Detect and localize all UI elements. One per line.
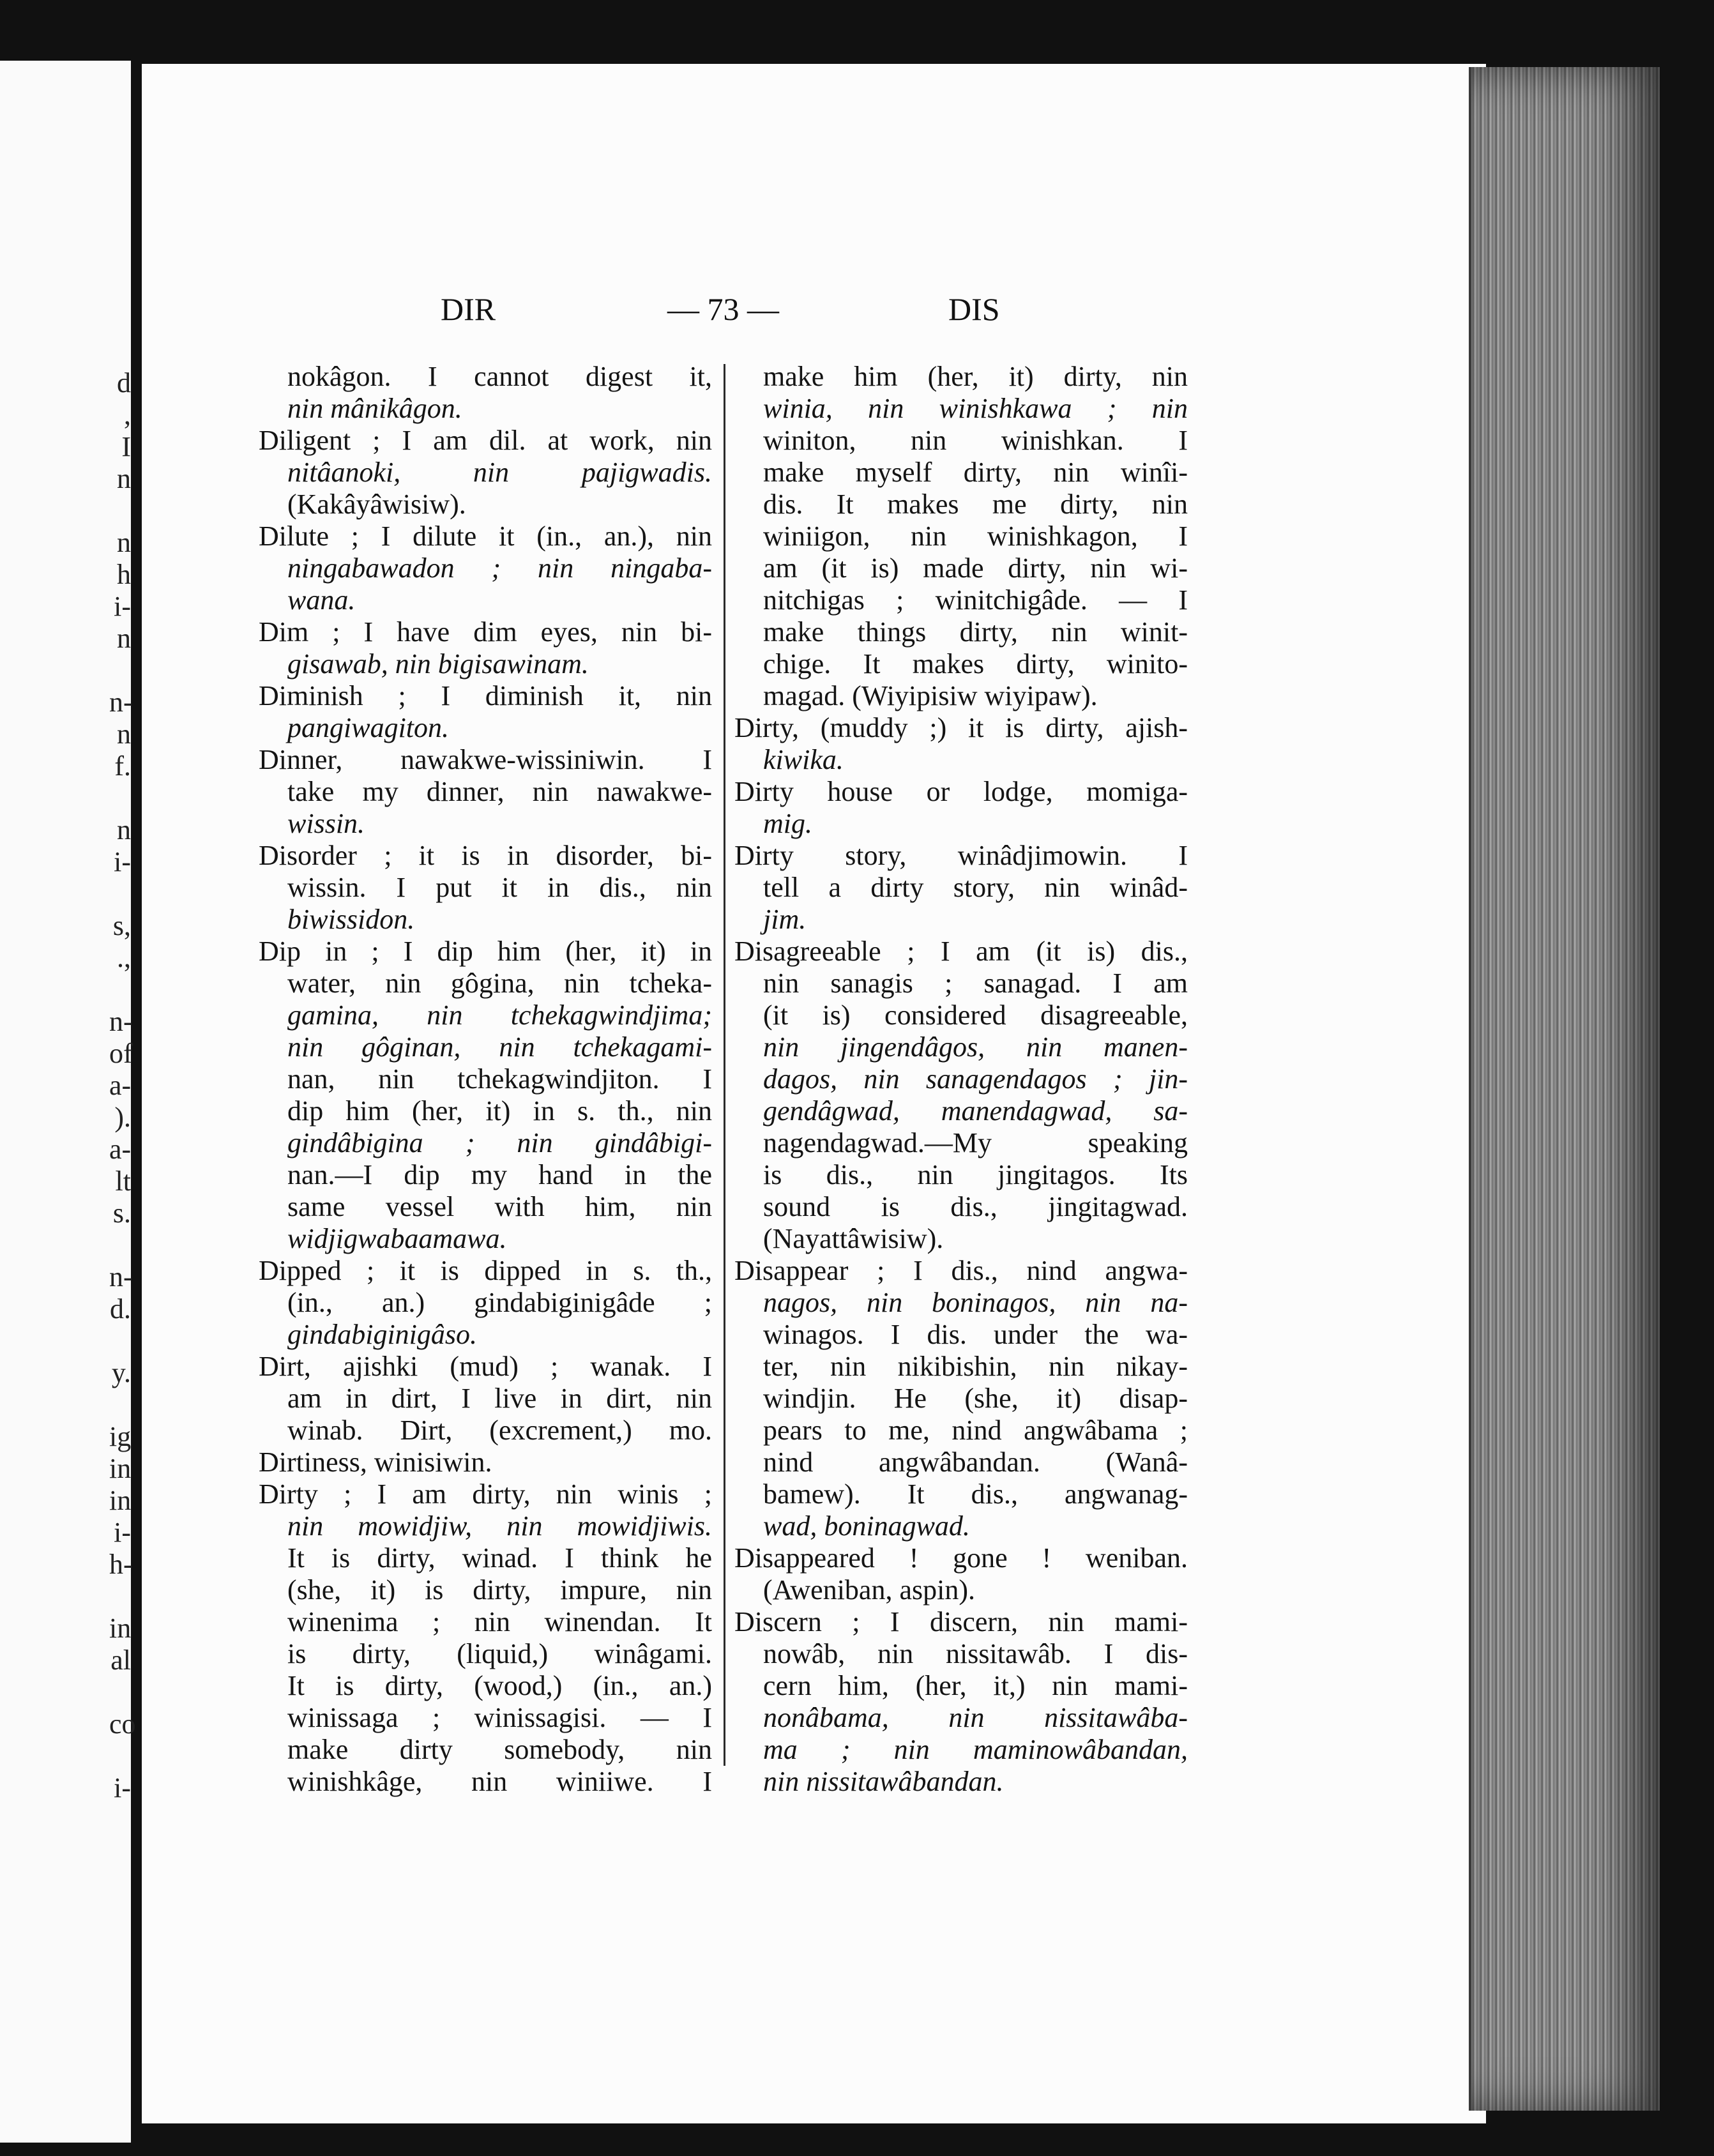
entry-line: (Nayattâwisiw).	[763, 1223, 944, 1254]
margin-fragment	[109, 974, 131, 1006]
entry-line: (she, it) is dirty, impure, nin	[287, 1574, 712, 1606]
margin-fragment: h	[117, 559, 131, 590]
entry-line: widjigwabaamawa.	[287, 1223, 507, 1254]
margin-fragment: i-	[114, 591, 131, 622]
entry-line: magad. (Wiyipisiw wiyipaw).	[763, 680, 1098, 711]
entry-headword-line: Diligent ; I am dil. at work, nin	[259, 425, 712, 456]
entry-line: bamew). It dis., angwanag-	[763, 1478, 1188, 1510]
entry-line: gisawab, nin bigisawinam.	[287, 648, 589, 679]
entry-line: nin mowidjiw, nin mowidjiwis.	[287, 1510, 712, 1542]
entry-line: It is dirty, (wood,) (in., an.)	[287, 1670, 712, 1701]
entry-line: sound is dis., jingitagwad.	[763, 1191, 1188, 1222]
entry-line: cern him, (her, it,) nin mami-	[763, 1670, 1188, 1701]
margin-fragment: n	[117, 527, 131, 558]
entry-line: gindabiginigâso.	[287, 1319, 478, 1350]
entry-line: (Aweniban, aspin).	[763, 1574, 975, 1606]
entry-headword-line: Diminish ; I diminish it, nin	[259, 680, 712, 711]
margin-fragment: h-	[109, 1549, 133, 1580]
left-page-fragments	[109, 367, 136, 1804]
margin-fragment: co	[109, 1708, 136, 1740]
entry-line: wad, boninagwad.	[763, 1510, 970, 1542]
entry-line: biwissidon.	[287, 904, 415, 935]
margin-fragment	[109, 1229, 131, 1261]
margin-fragment	[109, 1581, 131, 1613]
entry-line: winenima ; nin winendan. It	[287, 1606, 712, 1637]
entry-line: nan, nin tchekagwindjiton. I	[287, 1063, 712, 1095]
entry-headword-line: Dim ; I have dim eyes, nin bi-	[259, 616, 712, 648]
entry-line: chige. It makes dirty, winito-	[763, 648, 1188, 679]
margin-fragment: s.	[112, 1197, 131, 1229]
entry-line: dis. It makes me dirty, nin	[763, 489, 1188, 520]
margin-fragment: n-	[109, 1006, 133, 1037]
entry-headword-line: Disappear ; I dis., nind angwa-	[734, 1255, 1188, 1286]
margin-fragment	[109, 1740, 131, 1772]
entry-line: ma ; nin maminowâbandan,	[763, 1734, 1188, 1765]
entry-line: mig.	[763, 808, 812, 839]
entry-line: (it is) considered disagreeable,	[763, 999, 1188, 1031]
entry-line: winiigon, nin winishkagon, I	[763, 520, 1188, 552]
entry-line: pangiwagiton.	[287, 712, 450, 743]
margin-fragment: a-	[109, 1134, 132, 1165]
left-page-edge	[0, 61, 136, 2143]
margin-fragment: of	[109, 1038, 133, 1069]
margin-fragment: ).	[114, 1102, 131, 1133]
margin-fragment: in	[109, 1453, 132, 1484]
entry-line: nin mânikâgon.	[287, 393, 462, 424]
entry-line: nin nissitawâbandan.	[763, 1766, 1004, 1797]
margin-fragment: y.	[111, 1357, 131, 1388]
entry-line: is dirty, (liquid,) winâgami.	[287, 1638, 712, 1669]
right-column-entries	[734, 361, 1188, 1798]
margin-fragment: i-	[114, 846, 131, 877]
entry-headword-line: Dirty ; I am dirty, nin winis ;	[259, 1478, 712, 1510]
entry-headword-line: Dirtiness, winisiwin.	[259, 1446, 492, 1478]
column-divider	[724, 364, 725, 1766]
entry-line: tell a dirty story, nin winâd-	[763, 872, 1188, 903]
entry-line: take my dinner, nin nawakwe-	[287, 776, 712, 807]
entry-line: gendâgwad, manendagwad, sa-	[763, 1095, 1188, 1127]
entry-line: nonâbama, nin nissitawâba-	[763, 1702, 1188, 1733]
entry-line: make dirty somebody, nin	[287, 1734, 712, 1765]
entry-headword-line: Dipped ; it is dipped in s. th.,	[259, 1255, 712, 1286]
entry-line: dip him (her, it) in s. th., nin	[287, 1095, 712, 1127]
entry-line: water, nin gôgina, nin tcheka-	[287, 968, 712, 999]
entry-headword-line: Disorder ; it is in disorder, bi-	[259, 840, 712, 871]
entry-line: winagos. I dis. under the wa-	[763, 1319, 1188, 1350]
entry-line: nokâgon. I cannot digest it,	[287, 361, 712, 392]
entry-headword-line: Disagreeable ; I am (it is) dis.,	[734, 936, 1188, 967]
entry-line: make myself dirty, nin winîi-	[763, 457, 1188, 488]
entry-line: nitchigas ; winitchigâde. — I	[763, 584, 1188, 616]
entry-line: am in dirt, I live in dirt, nin	[287, 1383, 712, 1414]
margin-fragment: d.	[110, 1293, 131, 1325]
margin-fragment: ,	[124, 399, 131, 430]
margin-fragment: n-	[109, 1261, 133, 1293]
left-column-entries	[259, 361, 712, 1798]
entry-headword-line: Discern ; I discern, nin mami-	[734, 1606, 1188, 1637]
running-header	[441, 291, 1015, 335]
margin-fragment: n	[117, 718, 131, 750]
margin-fragment: n-	[109, 687, 133, 718]
margin-fragment: n	[117, 623, 131, 654]
margin-fragment: in	[109, 1613, 132, 1644]
margin-fragment	[109, 782, 131, 814]
margin-fragment: al	[110, 1644, 131, 1676]
header-left-guideword: DIR	[441, 291, 496, 327]
entry-headword-line: Dirty house or lodge, momiga-	[734, 776, 1188, 807]
entry-line: winissaga ; winissagisi. — I	[287, 1702, 712, 1733]
margin-fragment: n	[117, 463, 131, 494]
entry-line: nagendagwad.—My speaking	[763, 1127, 1188, 1158]
entry-headword-line: Dilute ; I dilute it (in., an.), nin	[259, 520, 712, 552]
margin-fragment: i-	[114, 1517, 131, 1548]
margin-fragment: a-	[109, 1070, 132, 1101]
entry-line: ningabawadon ; nin ningaba-	[287, 552, 712, 584]
entry-headword-line: Dip in ; I dip him (her, it) in	[259, 936, 712, 967]
entry-line: nagos, nin boninagos, nin na-	[763, 1287, 1188, 1318]
margin-fragment: lt	[115, 1165, 131, 1197]
entry-line: nin gôginan, nin tchekagami-	[287, 1031, 712, 1063]
margin-fragment: .,	[117, 942, 131, 973]
entry-line: wana.	[287, 584, 356, 616]
entry-line: wissin.	[287, 808, 365, 839]
margin-fragment	[109, 1676, 131, 1708]
margin-fragment: in	[109, 1485, 132, 1516]
entry-line: ter, nin nikibishin, nin nikay-	[763, 1351, 1188, 1382]
entry-line: nind angwâbandan. (Wanâ-	[763, 1446, 1188, 1478]
margin-fragment: f.	[114, 750, 131, 782]
margin-fragment	[109, 1389, 131, 1421]
entry-line: (in., an.) gindabiginigâde ;	[287, 1287, 712, 1318]
entry-headword-line: Dirty story, winâdjimowin. I	[734, 840, 1188, 871]
margin-fragment	[109, 495, 131, 527]
entry-line: is dis., nin jingitagos. Its	[763, 1159, 1188, 1190]
entry-line: gindâbigina ; nin gindâbigi-	[287, 1127, 712, 1158]
entry-line: windjin. He (she, it) disap-	[763, 1383, 1188, 1414]
entry-line: nowâb, nin nissitawâb. I dis-	[763, 1638, 1188, 1669]
entry-line: winab. Dirt, (excrement,) mo.	[287, 1415, 712, 1446]
book-page-edges	[1469, 67, 1660, 2111]
entry-headword-line: Dinner, nawakwe-wissiniwin. I	[259, 744, 712, 775]
entry-line: (Kakâyâwisiw).	[287, 489, 466, 520]
margin-fragment	[109, 655, 131, 687]
margin-fragment: I	[121, 431, 131, 462]
page-number: — 73 —	[667, 291, 779, 327]
entry-headword-line: Dirt, ajishki (mud) ; wanak. I	[259, 1351, 712, 1382]
entry-line: jim.	[763, 904, 807, 935]
entry-line: nan.—I dip my hand in the	[287, 1159, 712, 1190]
entry-line: wissin. I put it in dis., nin	[287, 872, 712, 903]
margin-fragment: s,	[112, 910, 131, 941]
entry-line: pears to me, nind angwâbama ;	[763, 1415, 1188, 1446]
entry-headword-line: Disappeared ! gone ! weniban.	[734, 1542, 1188, 1574]
entry-line: make him (her, it) dirty, nin	[763, 361, 1188, 392]
entry-line: It is dirty, winad. I think he	[287, 1542, 712, 1574]
entry-line: winishkâge, nin winiiwe. I	[287, 1766, 712, 1797]
margin-fragment: d	[117, 367, 131, 399]
margin-fragment: i-	[114, 1772, 131, 1803]
header-right-guideword: DIS	[948, 291, 1000, 327]
entry-line: nitâanoki, nin pajigwadis.	[287, 457, 712, 488]
entry-line: same vessel with him, nin	[287, 1191, 712, 1222]
entry-line: dagos, nin sanagendagos ; jin-	[763, 1063, 1188, 1095]
entry-line: am (it is) made dirty, nin wi-	[763, 552, 1188, 584]
margin-fragment: n	[117, 814, 131, 846]
entry-line: gamina, nin tchekagwindjima;	[287, 999, 712, 1031]
entry-line: nin jingendâgos, nin manen-	[763, 1031, 1188, 1063]
entry-line: winiton, nin winishkan. I	[763, 425, 1188, 456]
margin-fragment	[109, 878, 131, 910]
entry-headword-line: Dirty, (muddy ;) it is dirty, ajish-	[734, 712, 1188, 743]
margin-fragment	[109, 1325, 131, 1357]
entry-line: make things dirty, nin winit-	[763, 616, 1188, 648]
entry-line: kiwika.	[763, 744, 844, 775]
entry-line: winia, nin winishkawa ; nin	[763, 393, 1188, 424]
entry-line: nin sanagis ; sanagad. I am	[763, 968, 1188, 999]
margin-fragment: ig	[109, 1421, 132, 1452]
